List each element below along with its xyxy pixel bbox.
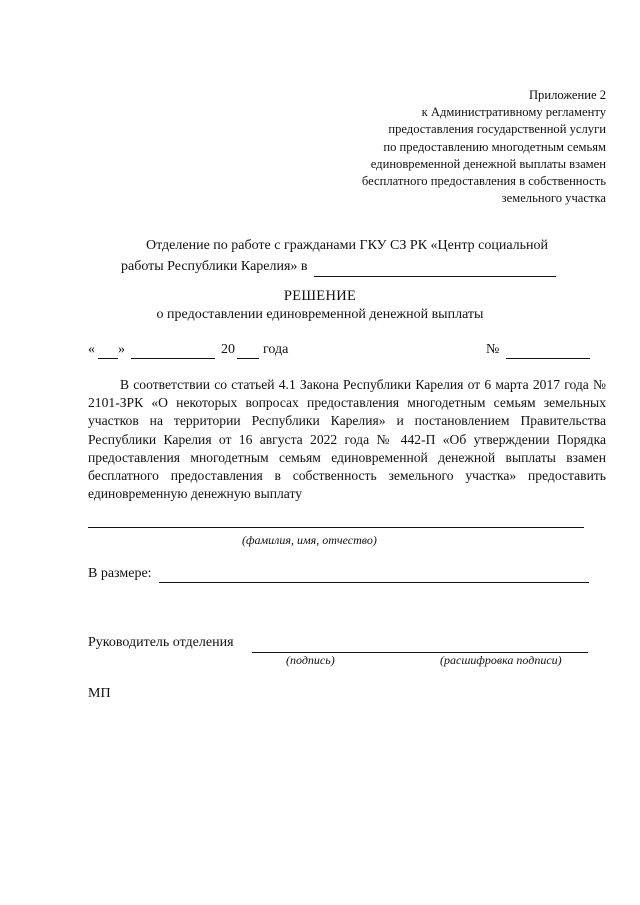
- number-sign: №: [486, 342, 500, 357]
- appendix-header: [306, 87, 606, 207]
- appendix-line: к Административному регламенту: [421, 105, 606, 120]
- head-signature-row: [88, 635, 592, 655]
- signature-blank[interactable]: [252, 639, 588, 653]
- number-blank[interactable]: [506, 345, 590, 359]
- department-city-blank[interactable]: [314, 261, 556, 277]
- quote-open: «: [88, 342, 95, 357]
- year-word: года: [263, 342, 289, 357]
- signature-decode-caption: (расшифровка подписи): [440, 653, 562, 667]
- appendix-line: земельного участка: [501, 191, 606, 206]
- appendix-line: бесплатного предоставления в собственность: [361, 174, 606, 189]
- year-blank[interactable]: [237, 345, 259, 359]
- department-line-1: Отделение по работе с гражданами ГКУ СЗ РК «Центр социальной: [146, 238, 549, 253]
- head-label: Руководитель отделения: [88, 635, 234, 650]
- quote-close: »: [118, 342, 125, 357]
- department-line-2-text: работы Республики Карелия» в: [121, 259, 308, 274]
- month-blank[interactable]: [131, 345, 215, 359]
- stamp-place-label: МП: [88, 686, 111, 701]
- decision-title: РЕШЕНИЕ: [283, 288, 357, 304]
- decision-subtitle: о предоставлении единовременной денежной выплаты: [156, 307, 484, 322]
- appendix-line: единовременной денежной выплаты взамен: [370, 156, 606, 171]
- date-number-line: [88, 342, 590, 362]
- amount-blank[interactable]: [159, 569, 589, 583]
- department-block: [88, 235, 600, 277]
- signature-caption: (подпись): [286, 653, 335, 667]
- fio-blank[interactable]: [88, 527, 584, 528]
- fio-caption: (фамилия, имя, отчество): [242, 533, 377, 547]
- amount-label: В размере:: [88, 566, 152, 581]
- year-prefix: 20: [221, 342, 235, 357]
- appendix-line: предоставления государственной услуги: [388, 122, 606, 137]
- department-line-2: [88, 256, 600, 277]
- decision-body: В соответствии со статьей 4.1 Закона Республики Карелия от 6 марта 2017 года № 2101-ЗРК «О некоторых вопросах предоставления многодетным семьям земельных участков на территории Республики Карелия» и постановлением Правительства Республики Карелия от 16 августа 2022 года № 442-П «Об утверждении Порядка предоставления многодетным семьям единовременной денежной выплаты взамен бесплатного предоставления в собственность земельного участка» предоставить единовременную денежную выплату: [88, 377, 606, 502]
- day-blank[interactable]: [98, 345, 118, 359]
- appendix-line: Приложение 2: [528, 88, 606, 102]
- appendix-line: по предоставлению многодетным семьям: [383, 139, 606, 154]
- amount-row: [88, 566, 592, 586]
